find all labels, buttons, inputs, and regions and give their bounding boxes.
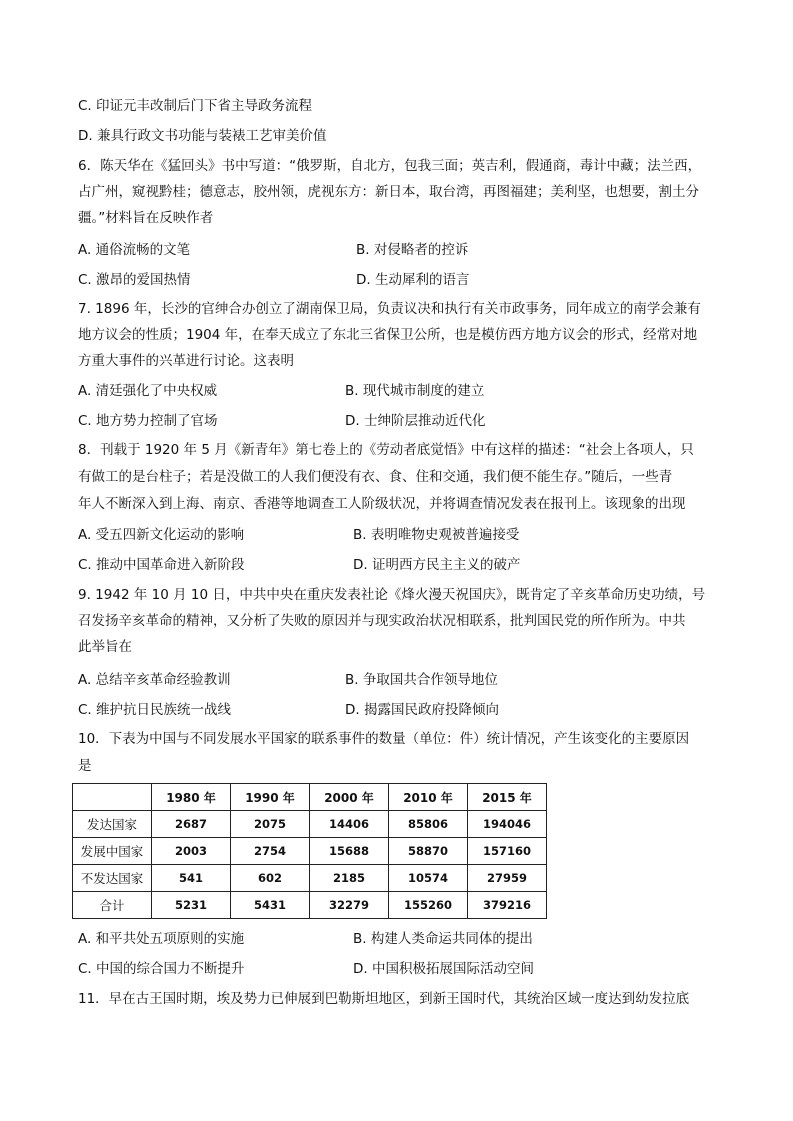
q8-option-a: A. 受五四新文化运动的影响 xyxy=(78,527,245,543)
table-row-label: 不发达国家 xyxy=(73,865,152,892)
q10-option-c: C. 中国的综合国力不断提升 xyxy=(78,961,245,977)
q6-stem-line-1: 6．陈天华在《猛回头》书中写道：“俄罗斯，自北方，包我三面；英吉利，假通商，毒计中藏；法兰西， xyxy=(78,158,702,174)
q8-option-c: C. 推动中国革命进入新阶段 xyxy=(78,557,245,573)
q9-option-d: D. 揭露国民政府投降倾向 xyxy=(345,702,499,718)
table-cell: 194046 xyxy=(468,811,547,838)
q7-option-d: D. 士绅阶层推动近代化 xyxy=(345,413,486,429)
q7-stem-line-3: 方重大事件的兴革进行讨论。这表明 xyxy=(78,353,294,369)
table-row xyxy=(73,892,547,919)
table-row xyxy=(73,865,547,892)
q9-option-c: C. 维护抗日民族统一战线 xyxy=(78,702,232,718)
table-cell: 2754 xyxy=(231,838,310,865)
q10-stem-line-1: 10．下表为中国与不同发展水平国家的联系事件的数量（单位：件）统计情况，产生该变化的主要原因 xyxy=(78,731,690,747)
q9-stem-line-3: 此举旨在 xyxy=(78,639,132,655)
q10-stem-line-2: 是 xyxy=(78,758,92,774)
q8-option-b: B. 表明唯物史观被普遍接受 xyxy=(353,527,520,543)
q6-option-c: C. 激昂的爱国热情 xyxy=(78,272,191,288)
table-cell: 2185 xyxy=(310,865,389,892)
q7-option-a: A. 清廷强化了中央权威 xyxy=(78,383,218,399)
q6-option-b: B. 对侵略者的控诉 xyxy=(356,242,469,258)
table-cell: 2075 xyxy=(231,811,310,838)
q7-option-b: B. 现代城市制度的建立 xyxy=(345,383,485,399)
table-cell: 58870 xyxy=(389,838,468,865)
q9-option-a: A. 总结辛亥革命经验教训 xyxy=(78,672,231,688)
q7-stem-line-2: 地方议会的性质；1904 年，在奉天成立了东北三省保卫公所，也是模仿西方地方议会的形式，经常对地 xyxy=(78,327,698,343)
q6-option-d: D. 生动犀利的语言 xyxy=(356,272,470,288)
q5-option-c: C. 印证元丰改制后门下省主导政务流程 xyxy=(78,98,313,114)
table-header-cell: 1980 年 xyxy=(152,784,231,811)
table-header-row xyxy=(73,784,547,811)
table-row-label: 发展中国家 xyxy=(73,838,152,865)
table-row xyxy=(73,838,547,865)
table-cell: 2687 xyxy=(152,811,231,838)
q9-stem-line-2: 召发扬辛亥革命的精神，又分析了失败的原因并与现实政治状况相联系，批判国民党的所作所为。中共 xyxy=(78,613,686,629)
q9-stem-line-1: 9. 1942 年 10 月 10 日，中共中央在重庆发表社论《烽火漫天祝国庆》，既肯定了辛亥革命历史功绩，号 xyxy=(78,587,706,603)
q5-option-d: D. 兼具行政文书功能与装裱工艺审美价值 xyxy=(78,128,327,144)
q10-option-a: A. 和平共处五项原则的实施 xyxy=(78,931,245,947)
table-cell: 32279 xyxy=(310,892,389,919)
q8-stem-line-3: 年人不断深入到上海、南京、香港等地调查工人阶级状况，并将调查情况发表在报刊上。该现象的出现 xyxy=(78,496,686,512)
table-cell: 2003 xyxy=(152,838,231,865)
table-cell: 379216 xyxy=(468,892,547,919)
table-header-cell xyxy=(73,784,152,811)
q10-data-table xyxy=(72,783,547,919)
table-cell: 155260 xyxy=(389,892,468,919)
q8-stem-line-1: 8．刊载于 1920 年 5 月《新青年》第七卷上的《劳动者底觉悟》中有这样的描述：“社会上各项人，只 xyxy=(78,442,694,458)
q10-option-b: B. 构建人类命运共同体的提出 xyxy=(353,931,533,947)
table-cell: 27959 xyxy=(468,865,547,892)
table-header-cell: 2000 年 xyxy=(310,784,389,811)
table-cell: 541 xyxy=(152,865,231,892)
table-header-cell: 2010 年 xyxy=(389,784,468,811)
q9-option-b: B. 争取国共合作领导地位 xyxy=(345,672,498,688)
q6-stem-line-2: 占广州，窥视黔桂；德意志，胶州领，虎视东方：新日本，取台湾，再图福建；美利坚，也想要，割土分 xyxy=(78,184,699,200)
q6-option-a: A. 通俗流畅的文笔 xyxy=(78,242,191,258)
table-cell: 602 xyxy=(231,865,310,892)
table-cell: 15688 xyxy=(310,838,389,865)
q6-stem-line-3: 疆。”材料旨在反映作者 xyxy=(78,210,214,226)
q7-stem-line-1: 7. 1896 年，长沙的官绅合办创立了湖南保卫局，负责议决和执行有关市政事务，同年成立的南学会兼有 xyxy=(78,301,701,317)
table-header-cell: 1990 年 xyxy=(231,784,310,811)
table-row-label: 发达国家 xyxy=(73,811,152,838)
table-header-cell: 2015 年 xyxy=(468,784,547,811)
table-cell: 5431 xyxy=(231,892,310,919)
table-cell: 14406 xyxy=(310,811,389,838)
q11-stem-line-1: 11．早在古王国时期，埃及势力已伸展到巴勒斯坦地区，到新王国时代，其统治区域一度达到幼发拉底 xyxy=(78,991,690,1007)
q10-option-d: D. 中国积极拓展国际活动空间 xyxy=(353,961,534,977)
table-row-label: 合计 xyxy=(73,892,152,919)
table-cell: 85806 xyxy=(389,811,468,838)
q7-option-c: C. 地方势力控制了官场 xyxy=(78,413,218,429)
table-cell: 10574 xyxy=(389,865,468,892)
table-cell: 5231 xyxy=(152,892,231,919)
q8-option-d: D. 证明西方民主主义的破产 xyxy=(353,557,521,573)
table-cell: 157160 xyxy=(468,838,547,865)
q8-stem-line-2: 有做工的是台柱子；若是没做工的人我们便没有衣、食、住和交通，我们便不能生存。”随后，一些青 xyxy=(78,469,673,485)
table-row xyxy=(73,811,547,838)
